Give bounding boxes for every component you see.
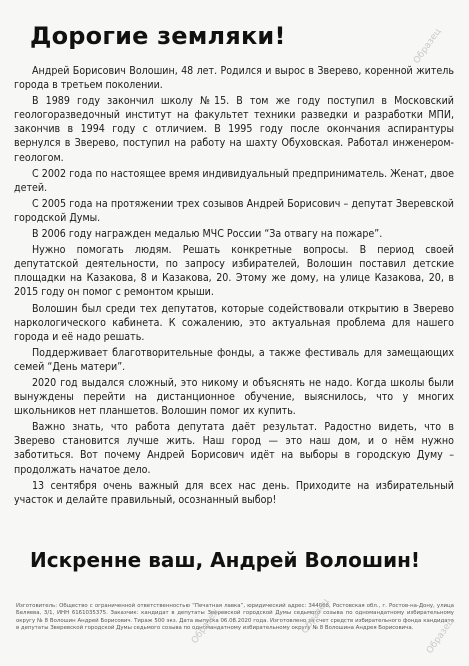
leaflet-heading: Дорогие земляки! [30,22,286,50]
paragraph-narcology: Волошин был среди тех депутатов, которые содействовали открытию в Зверево наркологического кабинета. К сожалению, это актуальная проблема для нашего города и её надо решать. [14,302,454,343]
paragraph-award: В 2006 году награжден медалью МЧС России “За отвагу на пожаре”. [32,228,383,241]
paragraph-results: Важно знать, что работа депутата даёт результат. Радостно видеть, что в Зверево становится лучше жить. Наш город — это наш дом, и о нём нужно заботиться. Вот почему Андрей Борисович идёт на выборы в городскую Думу – продолжать начатое дело. [14,421,454,476]
paragraph-2020: 2020 год выдался сложный, это никому и объяснять не надо. Когда школы были вынуждены перейти на дистанционное обучение, выяснилось, что у многих школьников нет планшетов. Волошин помог их купить. [14,376,454,418]
paragraph-help: Нужно помогать людям. Решать конкретные вопросы. В период своей депутатской деятельности, по запросу избирателей, Волошин поставил детские площадки на Казакова, 8 и Казакова, 20. Этому же дому, на улице Казакова, 20, в 2015 году он помог с ремонтом крыши. [14,244,454,299]
paragraph-deputy: С 2005 года на протяжении трех созывов Андрей Борисович – депутат Зверевской городской Думы. [14,197,454,224]
paragraph-bio: Андрей Борисович Волошин, 48 лет. Родился и вырос в Зверево, коренной житель города в третьем поколении. [14,65,454,92]
closing-signature: Искренне ваш, Андрей Волошин! [30,548,421,572]
paragraph-election-day: 13 сентября очень важный для всех нас день. Приходите на избирательный участок и делайте правильный, осознанный выбор! [14,479,454,506]
watermark: Образец [190,606,222,646]
imprint-footnote: Изготовитель: Общество с ограниченной ответственностью “Печатная лавка”, юридический адрес: 344068, Ростовская обл., г. Ростов-на-Дону, улица Беляева, 3/1, ИНН 6161035375. Заказчик: кандидат в депутаты Зверевской городской Думы седьмого созыва по одномандатному избирательному округу № 8 Волошин Андрей Борисович. Тираж 500 экз. Дата выпуска 06.08.2020 года. Изготовлено за счет средств избирательного фонда кандидата в депутаты Зверевской городской Думы седьмого созыва по одномандатному избирательному округу № 8 Волошина Андрея Борисовича. [16,603,454,632]
paragraph-charity: Поддерживает благотворительные фонды, а также фестиваль для замещающих семей “День матери”. [14,346,454,373]
paragraph-business: С 2002 года по настоящее время индивидуальный предприниматель. Женат, двое детей. [14,167,454,194]
watermark: Образец [300,596,332,636]
watermark: Образец [412,26,444,66]
paragraph-education: В 1989 году закончил школу №15. В том же году поступил в Московский геологоразведочный институт на факультет техники разведки и разработки МПИ, закончив в 1994 году с отличием. В 1995 году после окончания аспирантуры вернулся в Зверево, поступил на работу на шахту Обуховская. Работал инженером-геологом. [14,95,454,164]
leaflet-body [14,64,454,509]
watermark: Образец [425,616,457,656]
